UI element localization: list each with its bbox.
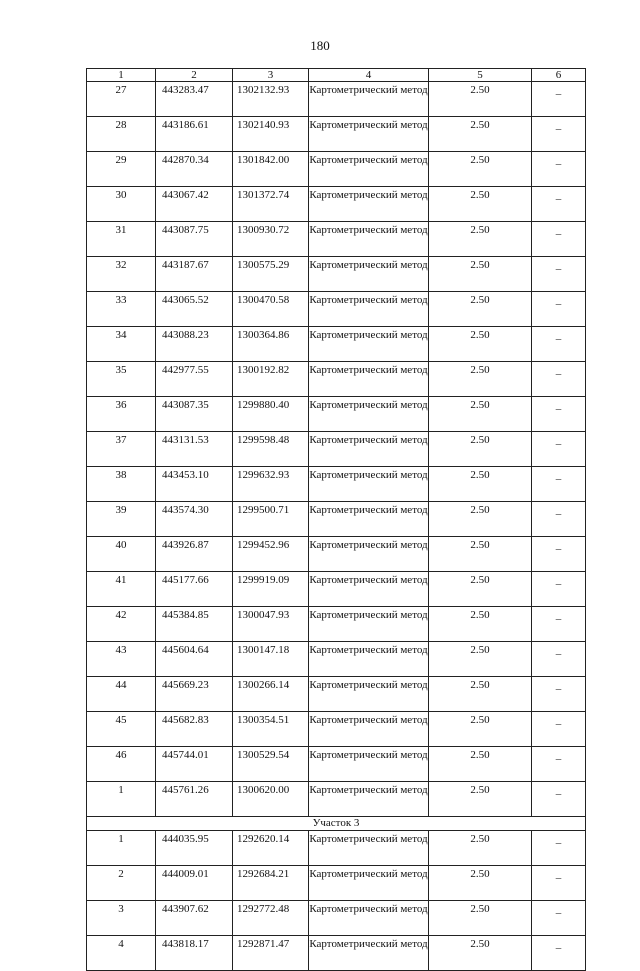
table-cell-num: 1 bbox=[87, 831, 156, 866]
table-cell-y: 1300470.58 bbox=[233, 292, 309, 327]
table-cell-dash: – bbox=[532, 782, 586, 817]
table-cell-num: 33 bbox=[87, 292, 156, 327]
table-cell-num: 44 bbox=[87, 677, 156, 712]
table-cell-val: 2.50 bbox=[429, 831, 532, 866]
table-cell-x: 443574.30 bbox=[156, 502, 233, 537]
table-cell-dash: – bbox=[532, 607, 586, 642]
table-row bbox=[87, 467, 586, 502]
table-cell-y: 1300147.18 bbox=[233, 642, 309, 677]
table-cell-num: 34 bbox=[87, 327, 156, 362]
table-cell-val: 2.50 bbox=[429, 502, 532, 537]
table-cell-y: 1299598.48 bbox=[233, 432, 309, 467]
table-cell-method: Картометрический метод bbox=[309, 327, 429, 362]
table-cell-val: 2.50 bbox=[429, 537, 532, 572]
table-cell-num: 29 bbox=[87, 152, 156, 187]
table-cell-x: 445177.66 bbox=[156, 572, 233, 607]
table-cell-method: Картометрический метод bbox=[309, 362, 429, 397]
table-cell-val: 2.50 bbox=[429, 901, 532, 936]
table-row bbox=[87, 642, 586, 677]
table-cell-x: 445682.83 bbox=[156, 712, 233, 747]
table-cell-method: Картометрический метод bbox=[309, 866, 429, 901]
table-cell-val: 2.50 bbox=[429, 467, 532, 502]
table-cell-method: Картометрический метод bbox=[309, 397, 429, 432]
table-cell-y: 1300266.14 bbox=[233, 677, 309, 712]
table-cell-y: 1299632.93 bbox=[233, 467, 309, 502]
table-cell-y: 1302132.93 bbox=[233, 82, 309, 117]
table-cell-method: Картометрический метод bbox=[309, 677, 429, 712]
table-cell-dash: – bbox=[532, 936, 586, 971]
table-cell-y: 1300575.29 bbox=[233, 257, 309, 292]
table-cell-y: 1300047.93 bbox=[233, 607, 309, 642]
table-cell-method: Картометрический метод bbox=[309, 222, 429, 257]
table-cell-y: 1300192.82 bbox=[233, 362, 309, 397]
table-cell-x: 443067.42 bbox=[156, 187, 233, 222]
table-cell-val: 2.50 bbox=[429, 432, 532, 467]
table-row bbox=[87, 397, 586, 432]
table-cell-num: 39 bbox=[87, 502, 156, 537]
table-row bbox=[87, 712, 586, 747]
table-cell-method: Картометрический метод bbox=[309, 432, 429, 467]
table-cell-val: 2.50 bbox=[429, 677, 532, 712]
table-cell-num: 4 bbox=[87, 936, 156, 971]
table-cell-method: Картометрический метод bbox=[309, 642, 429, 677]
table-cell-dash: – bbox=[532, 432, 586, 467]
table-cell-num: 1 bbox=[87, 782, 156, 817]
table-row bbox=[87, 82, 586, 117]
page-number: 180 bbox=[310, 38, 330, 53]
table-cell-y: 1292684.21 bbox=[233, 866, 309, 901]
table-cell-x: 445384.85 bbox=[156, 607, 233, 642]
table-row bbox=[87, 782, 586, 817]
table-row bbox=[87, 936, 586, 971]
table-cell-y: 1300930.72 bbox=[233, 222, 309, 257]
table-cell-method: Картометрический метод bbox=[309, 572, 429, 607]
table-cell-val: 2.50 bbox=[429, 327, 532, 362]
table-cell-method: Картометрический метод bbox=[309, 467, 429, 502]
table-cell-val: 2.50 bbox=[429, 82, 532, 117]
table-cell-dash: – bbox=[532, 82, 586, 117]
table-cell-num: 42 bbox=[87, 607, 156, 642]
table-cell-x: 444009.01 bbox=[156, 866, 233, 901]
header-cell: 2 bbox=[156, 69, 233, 82]
table-cell-dash: – bbox=[532, 222, 586, 257]
table-cell-val: 2.50 bbox=[429, 782, 532, 817]
table-cell-val: 2.50 bbox=[429, 936, 532, 971]
table-body bbox=[87, 69, 586, 971]
table-cell-method: Картометрический метод bbox=[309, 537, 429, 572]
table-cell-dash: – bbox=[532, 537, 586, 572]
table-cell-method: Картометрический метод bbox=[309, 257, 429, 292]
table-cell-method: Картометрический метод bbox=[309, 607, 429, 642]
table-cell-dash: – bbox=[532, 642, 586, 677]
table-cell-y: 1300620.00 bbox=[233, 782, 309, 817]
table-cell-num: 31 bbox=[87, 222, 156, 257]
table-cell-method: Картометрический метод bbox=[309, 901, 429, 936]
table-row bbox=[87, 747, 586, 782]
table-cell-y: 1299880.40 bbox=[233, 397, 309, 432]
table-cell-num: 3 bbox=[87, 901, 156, 936]
table-cell-y: 1299500.71 bbox=[233, 502, 309, 537]
table-cell-num: 27 bbox=[87, 82, 156, 117]
table-cell-dash: – bbox=[532, 152, 586, 187]
table-cell-y: 1301842.00 bbox=[233, 152, 309, 187]
table-cell-num: 37 bbox=[87, 432, 156, 467]
table-cell-x: 443088.23 bbox=[156, 327, 233, 362]
table-cell-num: 45 bbox=[87, 712, 156, 747]
table-cell-num: 32 bbox=[87, 257, 156, 292]
table-cell-x: 445669.23 bbox=[156, 677, 233, 712]
table-cell-val: 2.50 bbox=[429, 642, 532, 677]
table-cell-dash: – bbox=[532, 572, 586, 607]
table-cell-val: 2.50 bbox=[429, 712, 532, 747]
table-cell-method: Картометрический метод bbox=[309, 187, 429, 222]
table-cell-num: 28 bbox=[87, 117, 156, 152]
table-cell-method: Картометрический метод bbox=[309, 502, 429, 537]
table-cell-dash: – bbox=[532, 502, 586, 537]
table-cell-dash: – bbox=[532, 117, 586, 152]
table-row bbox=[87, 257, 586, 292]
header-cell: 6 bbox=[532, 69, 586, 82]
table-cell-dash: – bbox=[532, 292, 586, 327]
table-cell-dash: – bbox=[532, 901, 586, 936]
table-cell-y: 1292620.14 bbox=[233, 831, 309, 866]
table-cell-y: 1300354.51 bbox=[233, 712, 309, 747]
table-cell-y: 1302140.93 bbox=[233, 117, 309, 152]
table-cell-method: Картометрический метод bbox=[309, 831, 429, 866]
table-cell-val: 2.50 bbox=[429, 292, 532, 327]
table-row bbox=[87, 292, 586, 327]
table-cell-num: 30 bbox=[87, 187, 156, 222]
table-cell-val: 2.50 bbox=[429, 607, 532, 642]
table-cell-num: 38 bbox=[87, 467, 156, 502]
table-row bbox=[87, 866, 586, 901]
table-cell-val: 2.50 bbox=[429, 117, 532, 152]
header-cell: 5 bbox=[429, 69, 532, 82]
table-cell-dash: – bbox=[532, 831, 586, 866]
table-cell-method: Картометрический метод bbox=[309, 117, 429, 152]
table-cell-num: 46 bbox=[87, 747, 156, 782]
header-cell: 4 bbox=[309, 69, 429, 82]
table-row bbox=[87, 327, 586, 362]
table-cell-y: 1300529.54 bbox=[233, 747, 309, 782]
section-title: Участок 3 bbox=[87, 817, 586, 831]
table-cell-method: Картометрический метод bbox=[309, 712, 429, 747]
table-cell-val: 2.50 bbox=[429, 257, 532, 292]
table-cell-x: 443818.17 bbox=[156, 936, 233, 971]
table-cell-y: 1300364.86 bbox=[233, 327, 309, 362]
table-cell-val: 2.50 bbox=[429, 222, 532, 257]
table-cell-dash: – bbox=[532, 397, 586, 432]
table-cell-val: 2.50 bbox=[429, 397, 532, 432]
table-cell-dash: – bbox=[532, 747, 586, 782]
table-row bbox=[87, 117, 586, 152]
table-cell-y: 1292772.48 bbox=[233, 901, 309, 936]
table-cell-val: 2.50 bbox=[429, 187, 532, 222]
table-cell-y: 1301372.74 bbox=[233, 187, 309, 222]
table-cell-x: 445604.64 bbox=[156, 642, 233, 677]
table-row bbox=[87, 222, 586, 257]
section-row bbox=[87, 817, 586, 831]
table-cell-val: 2.50 bbox=[429, 362, 532, 397]
table-cell-dash: – bbox=[532, 362, 586, 397]
table-cell-x: 443065.52 bbox=[156, 292, 233, 327]
table-cell-x: 443453.10 bbox=[156, 467, 233, 502]
table-row bbox=[87, 572, 586, 607]
table-row bbox=[87, 502, 586, 537]
table-cell-y: 1292871.47 bbox=[233, 936, 309, 971]
table-cell-method: Картометрический метод bbox=[309, 782, 429, 817]
table-row bbox=[87, 607, 586, 642]
table-cell-dash: – bbox=[532, 187, 586, 222]
table-cell-y: 1299919.09 bbox=[233, 572, 309, 607]
coordinates-table bbox=[86, 68, 586, 971]
table-cell-num: 36 bbox=[87, 397, 156, 432]
table-cell-method: Картометрический метод bbox=[309, 747, 429, 782]
table-cell-dash: – bbox=[532, 712, 586, 747]
table-row bbox=[87, 362, 586, 397]
table-cell-x: 443186.61 bbox=[156, 117, 233, 152]
table-cell-x: 443087.35 bbox=[156, 397, 233, 432]
table-cell-method: Картометрический метод bbox=[309, 292, 429, 327]
table-cell-dash: – bbox=[532, 327, 586, 362]
table-row bbox=[87, 901, 586, 936]
table-row bbox=[87, 537, 586, 572]
table-cell-num: 40 bbox=[87, 537, 156, 572]
table-row bbox=[87, 152, 586, 187]
table-cell-method: Картометрический метод bbox=[309, 152, 429, 187]
table-cell-y: 1299452.96 bbox=[233, 537, 309, 572]
header-row bbox=[87, 69, 586, 82]
table-cell-method: Картометрический метод bbox=[309, 936, 429, 971]
table-cell-val: 2.50 bbox=[429, 152, 532, 187]
table-cell-x: 443187.67 bbox=[156, 257, 233, 292]
table-cell-x: 442870.34 bbox=[156, 152, 233, 187]
table-cell-x: 445761.26 bbox=[156, 782, 233, 817]
table-cell-x: 443907.62 bbox=[156, 901, 233, 936]
table-cell-val: 2.50 bbox=[429, 572, 532, 607]
table-cell-method: Картометрический метод bbox=[309, 82, 429, 117]
header-cell: 1 bbox=[87, 69, 156, 82]
table-cell-dash: – bbox=[532, 866, 586, 901]
table-cell-num: 43 bbox=[87, 642, 156, 677]
table-cell-x: 444035.95 bbox=[156, 831, 233, 866]
table-cell-val: 2.50 bbox=[429, 866, 532, 901]
table-cell-dash: – bbox=[532, 677, 586, 712]
table-cell-dash: – bbox=[532, 257, 586, 292]
table-cell-x: 443087.75 bbox=[156, 222, 233, 257]
table-cell-num: 2 bbox=[87, 866, 156, 901]
header-cell: 3 bbox=[233, 69, 309, 82]
table-cell-x: 443926.87 bbox=[156, 537, 233, 572]
table-row bbox=[87, 677, 586, 712]
table-cell-x: 443283.47 bbox=[156, 82, 233, 117]
table-cell-x: 443131.53 bbox=[156, 432, 233, 467]
table-cell-num: 35 bbox=[87, 362, 156, 397]
table-cell-x: 445744.01 bbox=[156, 747, 233, 782]
table-row bbox=[87, 432, 586, 467]
table-row bbox=[87, 187, 586, 222]
table-cell-x: 442977.55 bbox=[156, 362, 233, 397]
table-cell-dash: – bbox=[532, 467, 586, 502]
table-cell-val: 2.50 bbox=[429, 747, 532, 782]
table-cell-num: 41 bbox=[87, 572, 156, 607]
table-row bbox=[87, 831, 586, 866]
